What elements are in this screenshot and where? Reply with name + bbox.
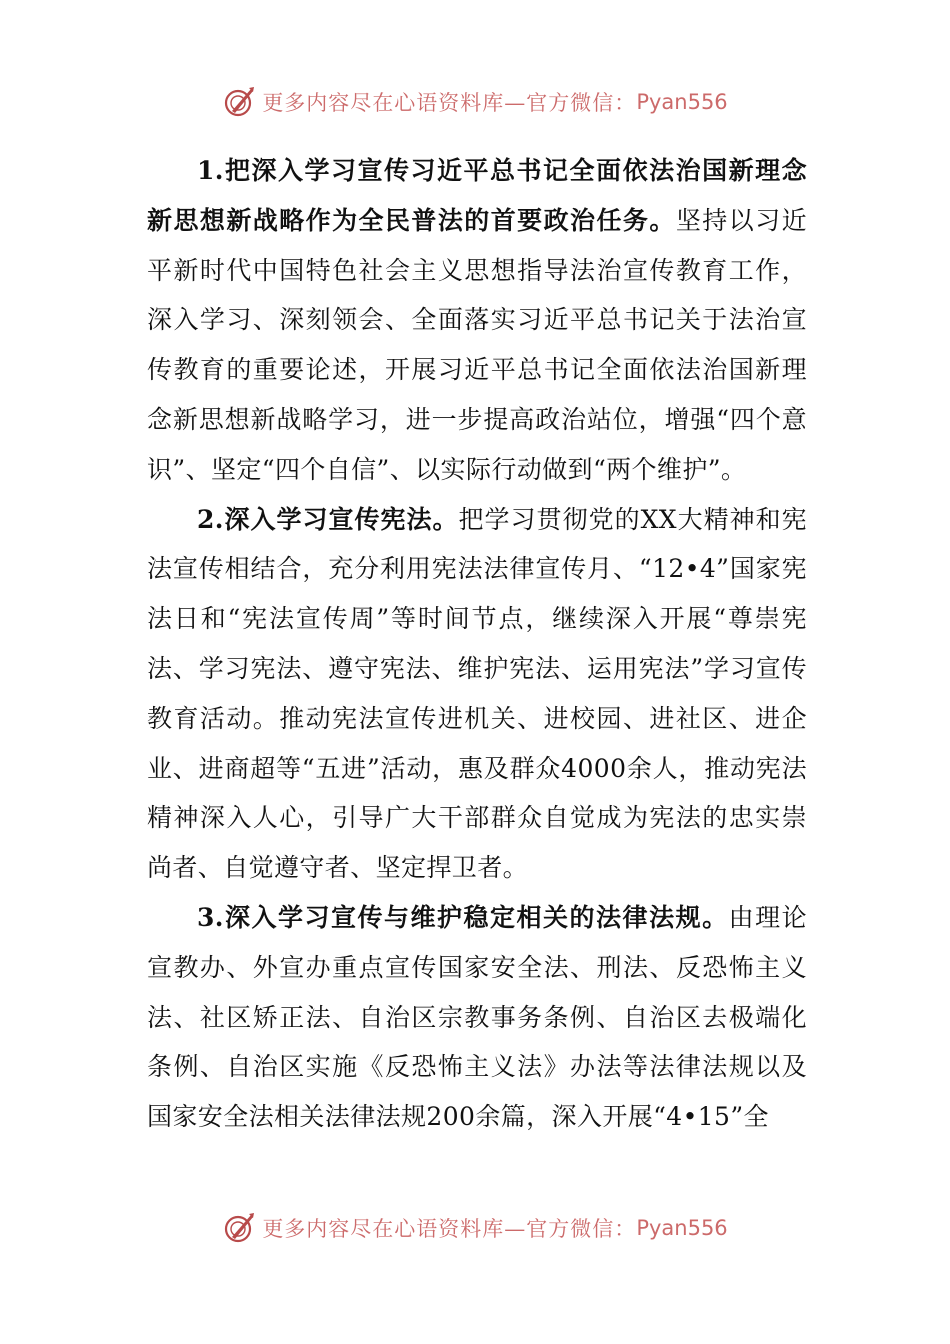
banner-handle: Pyan556: [636, 90, 728, 114]
paragraph-heading: 1.把深入学习宣传习近平总书记全面依法治国新理念新思想新战略作为全民普法的首要政治任务。: [147, 156, 807, 235]
quill-pen-seal-icon: [222, 1211, 256, 1245]
paragraph-heading: 3.深入学习宣传与维护稳定相关的法律法规。: [197, 902, 729, 932]
paragraph-3: [147, 893, 807, 1142]
paragraph-text: 坚持以习近平新时代中国特色社会主义思想指导法治宣传教育工作，深入学习、深刻领会、全面落实习近平总书记关于法治宣传教育的重要论述，开展习近平总书记全面依法治国新理念新思想新战略学习，进一步提高政治站位，增强“四个意识”、坚定“四个自信”、以实际行动做到“两个维护”。: [147, 205, 807, 484]
header-banner: [0, 82, 950, 122]
paragraph-text: 由理论宣教办、外宣办重点宣传国家安全法、刑法、反恐怖主义法、社区矫正法、自治区宗教事务条例、自治区去极端化条例、自治区实施《反恐怖主义法》办法等法律法规以及国家安全法相关法律法规200余篇，深入开展“4•15”全: [147, 902, 807, 1132]
paragraph-heading: 2.深入学习宣传宪法。: [197, 504, 459, 534]
quill-pen-seal-icon: [222, 85, 256, 119]
document-body: [147, 146, 807, 1142]
banner-text: 更多内容尽在心语资料库—官方微信：: [262, 1217, 637, 1241]
paragraph-2: [147, 495, 807, 893]
banner-handle: Pyan556: [636, 1216, 728, 1240]
paragraph-1: [147, 146, 807, 495]
paragraph-text: 把学习贯彻党的XX大精神和宪法宣传相结合，充分利用宪法法律宣传月、“12•4”国家宪法日和“宪法宣传周”等时间节点，继续深入开展“尊崇宪法、学习宪法、遵守宪法、维护宪法、运用宪法”学习宣传教育活动。推动宪法宣传进机关、进校园、进社区、进企业、进商超等“五进”活动，惠及群众4000余人，推动宪法精神深入人心，引导广大干部群众自觉成为宪法的忠实崇尚者、自觉遵守者、坚定捍卫者。: [147, 504, 807, 883]
banner-text: 更多内容尽在心语资料库—官方微信：: [262, 91, 637, 115]
footer-banner: [0, 1208, 950, 1248]
